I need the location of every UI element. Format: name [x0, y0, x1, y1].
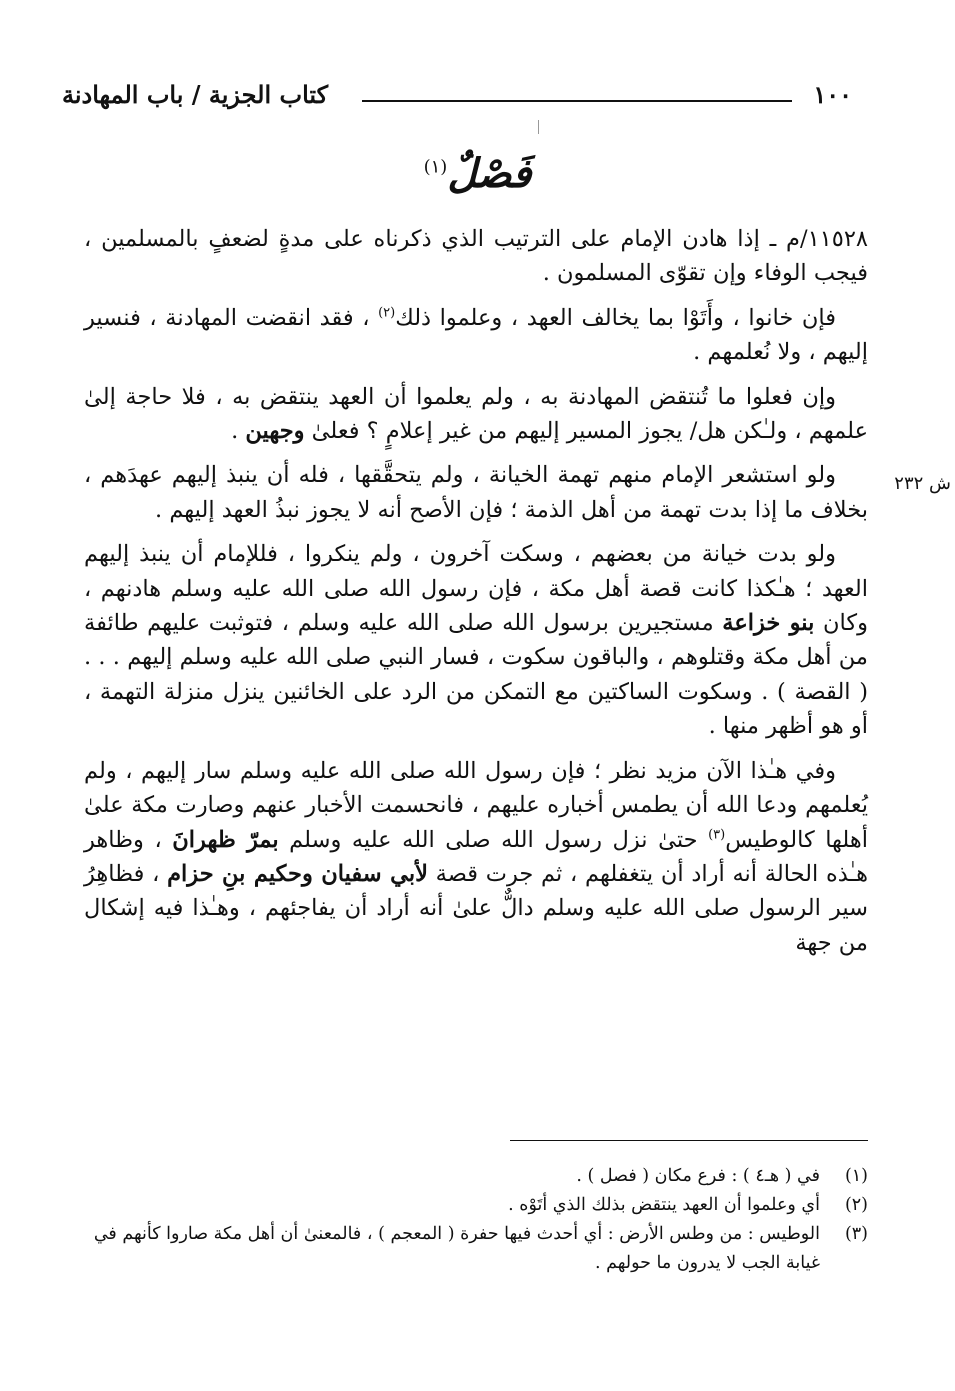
paragraph-p1: [84, 222, 868, 291]
footnote-text: أي وعلموا أن العهد ينتقض بذلك الذي أتَوْه .: [508, 1195, 820, 1215]
running-header: [62, 78, 852, 118]
footnotes: [84, 1162, 868, 1278]
footnote-text: الوطيس : من وطس الأرض : أي أحدث فيها حفرة ( المعجم ) ، فالمعنىٰ أن أهل مكة صاروا كأنهم في غيابة الجب لا يدرون ما حولهم .: [93, 1224, 820, 1273]
footnote-item: [84, 1162, 868, 1191]
paragraph-p4: [84, 458, 868, 527]
footnote-marker: (٢): [378, 305, 396, 321]
text-run: ، فظاهِرُ سير الرسول صلى الله عليه وسلم دالٌّ علىٰ أنه أراد أن يفاجئهم ، وهـٰذا فيه إشكال من جهة: [84, 860, 868, 956]
footnote-marker: (٣): [708, 827, 726, 842]
text-run: ، فقد انقضت المهادنة ، فنسير إليهم ، ولا نُعلمهم .: [84, 304, 868, 366]
section-heading-note: (١): [423, 156, 448, 178]
text-run: ولو استشعر الإمام منهم تهمة الخيانة ، ولم يتحقَّقها ، فله أن ينبذ إليهم عهدَهم ، بخلاف ما إذا بدت تهمة من أهل الذمة ؛ فإن الأصح أنه لا يجوز نبذُ العهد إليهم .: [84, 462, 868, 523]
text-run: وإن فعلوا ما تُنتقض المهادنة به ، ولم يعلموا أن العهد ينتقض به ، فلا حاجة إلىٰ علمهم ، ولـٰكن هل/ يجوز المسير إليهم من غير إعلامٍ ؟ فعلىٰ: [84, 383, 868, 445]
paragraph-p5: [84, 537, 868, 743]
paragraph-p6: [84, 754, 868, 960]
running-title: كتاب الجزية / باب المهادنة: [62, 80, 329, 109]
text-run: وفي هـٰذا الآن مزيد نظر ؛ فإن رسول الله صلى الله عليه وسلم سار إليهم ، ولم يُعلمهم ودعا الله أن يطمس أخباره عليهم ، فانحسمت الأخبار عنهم وصارت مكة علىٰ أهلها كالوطيس: [84, 757, 868, 853]
section-heading-text: فَصْلٌ: [447, 150, 532, 197]
footnote-item: [84, 1191, 868, 1220]
footnote-rule: [510, 1140, 868, 1141]
footnote-number: (٢): [844, 1195, 868, 1215]
header-rule: [362, 100, 792, 102]
text-run: فإن خانوا ، وأَتَوْا بما يخالف العهد ، وعلموا ذلك: [395, 304, 836, 331]
bold-term: بنو خزاعة: [722, 610, 815, 637]
page-number: ١٠٠: [813, 80, 852, 109]
bold-term: بمرّ ظهرانَ: [172, 826, 279, 853]
footnote-number: (٣): [844, 1224, 868, 1244]
bold-term: وجهين: [245, 418, 305, 445]
footnote-number: (١): [844, 1166, 868, 1186]
print-mark: [538, 120, 539, 134]
section-heading: [0, 150, 955, 197]
text-run: ، وظاهر هـٰذه الحالة أنه أراد أن يتغفلهم ، ثم جرت قصة: [84, 826, 869, 887]
text-run: .: [231, 418, 246, 445]
text-run: ١١٥٢٨/م ـ إذا هادن الإمام على الترتيب الذي ذكرناه على مدةٍ لضعفٍ بالمسلمين ، فيجب الوفاء وإن تقوّى المسلمون .: [84, 226, 868, 287]
margin-reference: ش ٢٣٢: [894, 473, 951, 494]
text-run: حتىٰ نزل رسول الله صلى الله عليه وسلم: [278, 826, 709, 853]
footnote-item: [84, 1220, 868, 1278]
body-text: [84, 222, 868, 970]
text-run: مستجيرين برسول الله صلى الله عليه وسلم ، فتوثبت عليهم طائفة من أهل مكة وقتلوهم ، والباقون سكوت ، فسار النبي صلى الله عليه وسلم إليهم . . . ( القصة ) . وسكوت الساكتين مع التمكن من الرد على الخائنين ينزل منزلة التهمة ، أو هو أظهر منها .: [84, 610, 868, 740]
paragraph-p2: [84, 301, 868, 370]
footnote-text: في ( هـ٤ ) : فرع مكان ( فصل ) .: [576, 1166, 820, 1186]
paragraph-p3: [84, 380, 868, 449]
bold-term: لأبي سفيان وحكيم بنِ حزام: [167, 860, 428, 887]
text-run: ولو بدت خيانة من بعضهم ، وسكت آخرون ، ولم ينكروا ، فللإمام أن ينبذ إليهم العهد ؛ هـٰكذا كانت قصة أهل مكة ، فإن رسول الله صلى الله عليه وسلم هادنهم ، وكان: [84, 541, 868, 637]
